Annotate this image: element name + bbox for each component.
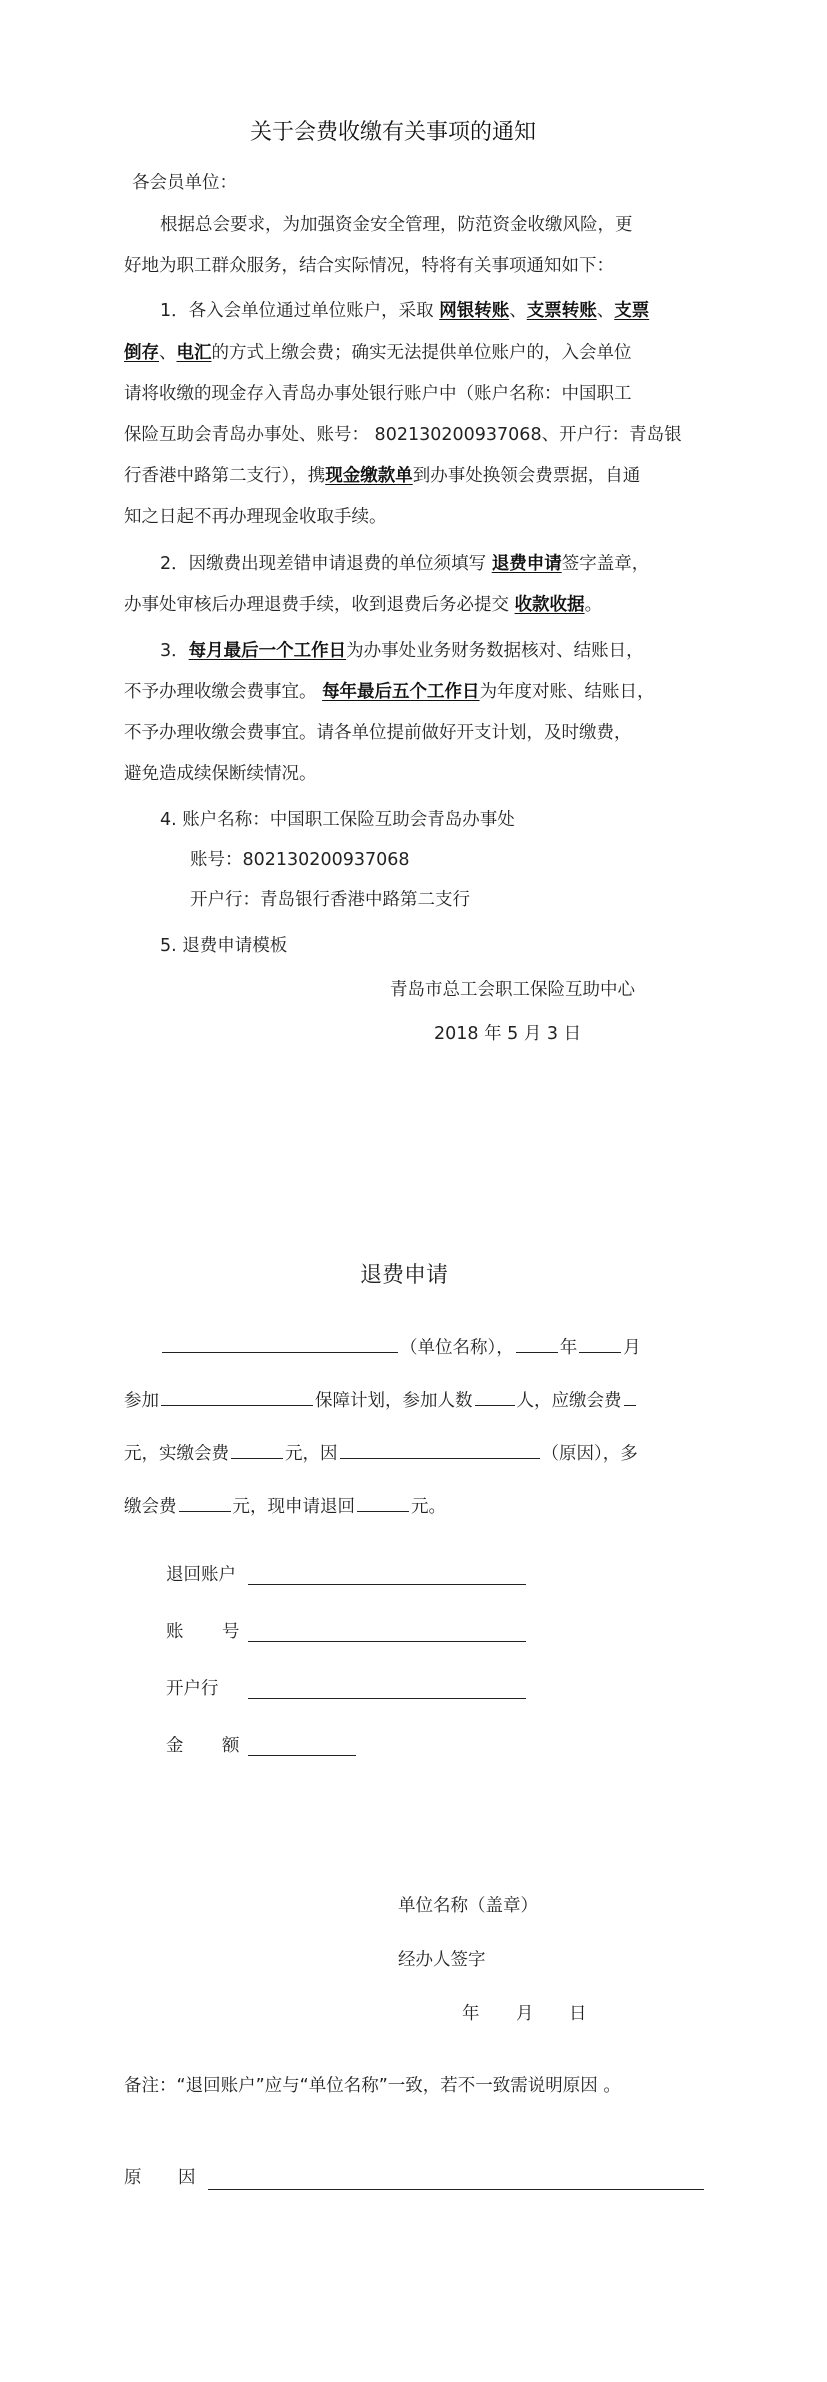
form-text: 年 [559,1338,578,1358]
item2-text: 签字盖章， [561,554,650,574]
bank-field[interactable] [248,1698,526,1699]
reason-label-2: 因 [178,2168,196,2188]
salutation: 各会员单位： [132,173,237,193]
item1-line-5 [124,468,640,486]
account-no-label-1: 账 [166,1622,184,1642]
form-text: 保障计划，参加人数 [315,1391,473,1411]
item1-text: 到办事处换领会费票据，自通 [412,466,641,486]
reason-field[interactable] [208,2189,704,2190]
keyword-cash-slip: 现金缴款单 [325,466,413,486]
item3-text: 为办事处业务财务数据核对、结账日， [346,641,644,661]
keyword-check-deposit-part1: 支票 [614,301,650,321]
amount-field[interactable] [248,1755,356,1756]
participant-count-field[interactable] [475,1404,515,1406]
keyword-yearly-last-days: 每年最后五个工作日 [322,682,480,702]
item3-text: 3． [160,641,189,661]
form-text: 元，因 [285,1444,338,1464]
intro-line-1: 根据总会要求，为加强资金安全管理，防范资金收缴风险，更 [160,215,633,235]
due-fee-field[interactable] [624,1404,636,1406]
separator: 、 [509,301,527,321]
keyword-monthly-last-day: 每月最后一个工作日 [188,641,347,661]
form-text: 人，应缴会费 [516,1391,622,1411]
plan-field[interactable] [161,1404,313,1406]
item5-template: 5. 退费申请模板 [160,936,288,956]
account-no-field[interactable] [248,1641,526,1642]
form-text: 月 [623,1338,641,1358]
account-name: 4. 账户名称：中国职工保险互助会青岛办事处 [160,810,515,830]
sign-month: 月 [516,2004,534,2024]
item2-text: 2．因缴费出现差错申请退费的单位须填写 [160,554,492,574]
item1-line-1 [160,303,649,321]
item1-line-3: 请将收缴的现金存入青岛办事处银行账户中（账户名称：中国职工 [124,384,632,404]
form-text: （原因），多 [541,1444,638,1464]
form-text: 参加 [124,1391,159,1411]
separator: 、 [159,343,177,363]
reason-inline-field[interactable] [340,1457,540,1459]
keyword-check-deposit-part2: 倒存 [124,343,159,363]
bank-label: 开户行 [166,1679,219,1699]
item1-text: 行香港中路第二支行），携 [124,466,326,486]
item1-text: 的方式上缴会费；确实无法提供单位账户的，入会单位 [211,343,632,363]
form-text: 缴会费 [124,1497,177,1517]
sign-year: 年 [462,2004,480,2024]
item3-text: 为年度对账、结账日， [479,682,655,702]
reason-label-1: 原 [124,2168,142,2188]
account-no-label-2: 号 [222,1622,240,1642]
item2-line-2 [124,597,602,615]
item1-text: 1．各入会单位通过单位账户，采取 [160,301,440,321]
overpaid-fee-field[interactable] [179,1510,231,1512]
item3-line-3: 不予办理收缴会费事宜。请各单位提前做好开支计划，及时缴费， [124,723,632,743]
sign-day: 日 [569,2004,587,2024]
account-number: 账号：802130200937068 [190,850,410,870]
form-line-1 [160,1340,641,1358]
form-text: 元。 [411,1497,446,1517]
keyword-check-transfer: 支票转账 [526,301,597,321]
item3-text: 不予办理收缴会费事宜。 [124,682,323,702]
keyword-wire-transfer: 电汇 [176,343,212,363]
separator: 、 [596,301,615,321]
unit-name-field[interactable] [162,1351,398,1353]
unit-seal-label: 单位名称（盖章） [398,1896,538,1916]
refund-amount-field[interactable] [357,1510,409,1512]
item3-line-2 [124,684,655,702]
form-line-2 [124,1393,638,1411]
item3-line-4: 避免造成续保断续情况。 [124,764,317,784]
form-text: （单位名称）， [400,1338,514,1358]
month-field[interactable] [579,1351,621,1353]
item3-line-1 [160,643,644,661]
paid-fee-field[interactable] [231,1457,283,1459]
item1-line-6: 知之日起不再办理现金收取手续。 [124,507,387,527]
form-text: 元，实缴会费 [124,1444,229,1464]
year-field[interactable] [516,1351,558,1353]
item2-text: 办事处审核后办理退费手续，收到退费后务必提交 [124,595,515,615]
form-text: 元，现申请退回 [232,1497,355,1517]
item1-line-4: 保险互助会青岛办事处、账号： 802130200937068、开户行：青岛银 [124,425,682,445]
keyword-refund-application: 退费申请 [491,554,562,574]
refund-account-label: 退回账户 [166,1565,236,1585]
notice-title: 关于会费收缴有关事项的通知 [250,120,537,145]
issue-date: 2018 年 5 月 3 日 [434,1024,582,1044]
keyword-online-transfer: 网银转账 [439,301,510,321]
keyword-receipt: 收款收据 [514,595,585,615]
handler-signature-label: 经办人签字 [398,1950,486,1970]
refund-account-field[interactable] [248,1584,526,1585]
account-bank: 开户行：青岛银行香港中路第二支行 [190,890,470,910]
form-line-3 [124,1446,638,1464]
application-title: 退费申请 [360,1263,449,1288]
item1-line-2 [124,345,632,363]
amount-label-2: 额 [222,1736,240,1756]
intro-line-2: 好地为职工群众服务，结合实际情况，特将有关事项通知如下： [124,256,614,276]
item2-line-1 [160,556,649,574]
form-line-4 [124,1499,446,1517]
issuer: 青岛市总工会职工保险互助中心 [390,980,635,1000]
remark: 备注：“退回账户”应与“单位名称”一致，若不一致需说明原因 。 [124,2076,621,2096]
amount-label-1: 金 [166,1736,184,1756]
item2-text: 。 [584,595,603,615]
